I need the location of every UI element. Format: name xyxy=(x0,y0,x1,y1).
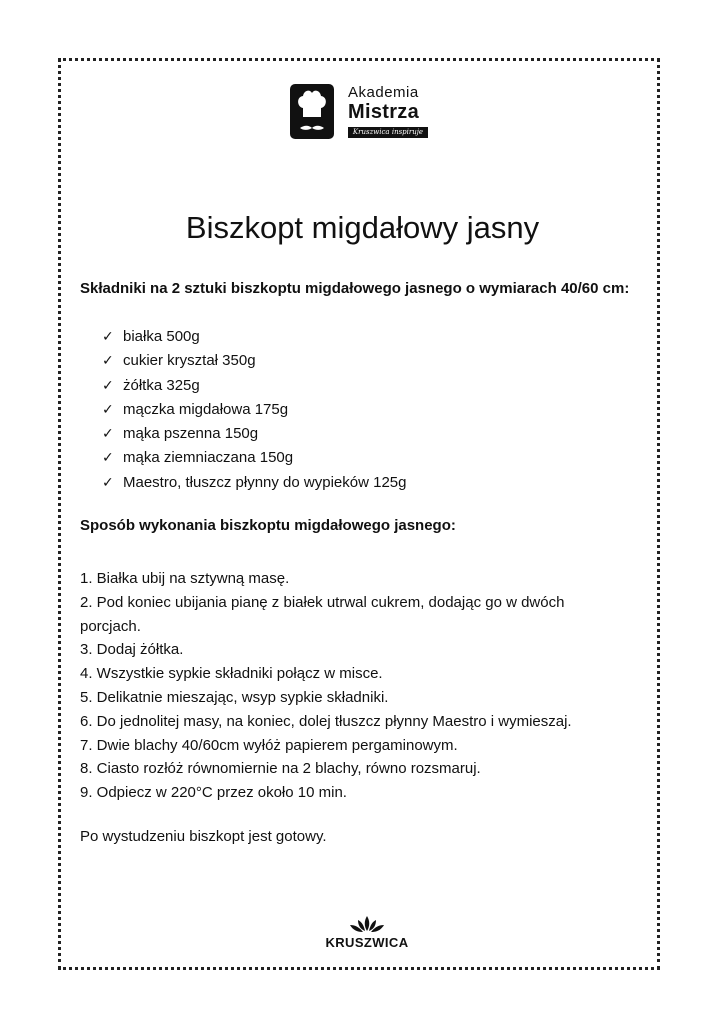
check-icon: ✓ xyxy=(102,426,114,443)
page-title: Biszkopt migdałowy jasny xyxy=(185,210,540,245)
logo-tagline: Kruszwica inspiruje xyxy=(348,127,428,138)
ingredient-text: żółtka 325g xyxy=(123,376,200,394)
logo-line-akademia: Akademia xyxy=(348,84,419,101)
check-icon: ✓ xyxy=(102,401,114,418)
akademia-mistrza-logo xyxy=(290,84,435,140)
method-step: 9. Odpiecz w 220°C przez około 10 min. xyxy=(80,784,347,802)
ingredient-item xyxy=(102,349,406,373)
kruszwica-leaves-icon xyxy=(347,914,387,934)
method-step: 8. Ciasto rozłóż równomiernie na 2 blachy, równo rozsmaruj. xyxy=(80,760,481,778)
ingredient-item xyxy=(102,398,406,422)
closing-note: Po wystudzeniu biszkopt jest gotowy. xyxy=(80,828,327,845)
ingredient-item xyxy=(102,471,406,495)
ingredient-item xyxy=(102,422,406,446)
check-icon: ✓ xyxy=(102,377,114,394)
ingredient-text: cukier kryształ 350g xyxy=(123,352,256,370)
method-steps-list xyxy=(80,567,620,805)
method-step: 5. Delikatnie mieszając, wsyp sypkie składniki. xyxy=(80,688,389,706)
chef-hat-icon xyxy=(290,84,334,139)
check-icon: ✓ xyxy=(102,329,114,345)
method-step: 4. Wszystkie sypkie składniki połącz w misce. xyxy=(80,665,383,683)
method-heading: Sposób wykonania biszkoptu migdałowego jasnego: xyxy=(80,517,456,534)
ingredient-text: mąka pszenna 150g xyxy=(123,425,259,443)
ingredients-list xyxy=(102,325,406,495)
method-step: 2. Pod koniec ubijania pianę z białek utrwal cukrem, dodając go w dwóch porcjach. xyxy=(80,593,565,635)
ingredient-text: mąka ziemniaczana 150g xyxy=(123,449,294,467)
ingredient-text: mączka migdałowa 175g xyxy=(123,400,289,418)
kruszwica-logo xyxy=(322,914,412,954)
check-icon: ✓ xyxy=(102,353,114,370)
method-step: 1. Białka ubij na sztywną masę. xyxy=(80,570,290,587)
check-icon: ✓ xyxy=(102,450,114,467)
check-icon: ✓ xyxy=(102,474,114,491)
ingredient-text: Maestro, tłuszcz płynny do wypieków 125g xyxy=(123,473,407,491)
ingredient-item xyxy=(102,325,406,349)
ingredient-item xyxy=(102,374,406,398)
logo-line-mistrza: Mistrza xyxy=(348,101,420,123)
method-step: 6. Do jednolitej masy, na koniec, dolej tłuszcz płynny Maestro i wymieszaj. xyxy=(80,712,572,730)
method-step: 3. Dodaj żółtka. xyxy=(80,641,184,659)
ingredient-text: białka 500g xyxy=(123,328,200,345)
ingredients-heading: Składniki na 2 sztuki biszkoptu migdałowego jasnego o wymiarach 40/60 cm: xyxy=(80,280,630,297)
brand-name: KRUSZWICA xyxy=(325,935,409,950)
ingredient-item xyxy=(102,446,406,470)
method-step: 7. Dwie blachy 40/60cm wyłóż papierem pergaminowym. xyxy=(80,736,458,754)
